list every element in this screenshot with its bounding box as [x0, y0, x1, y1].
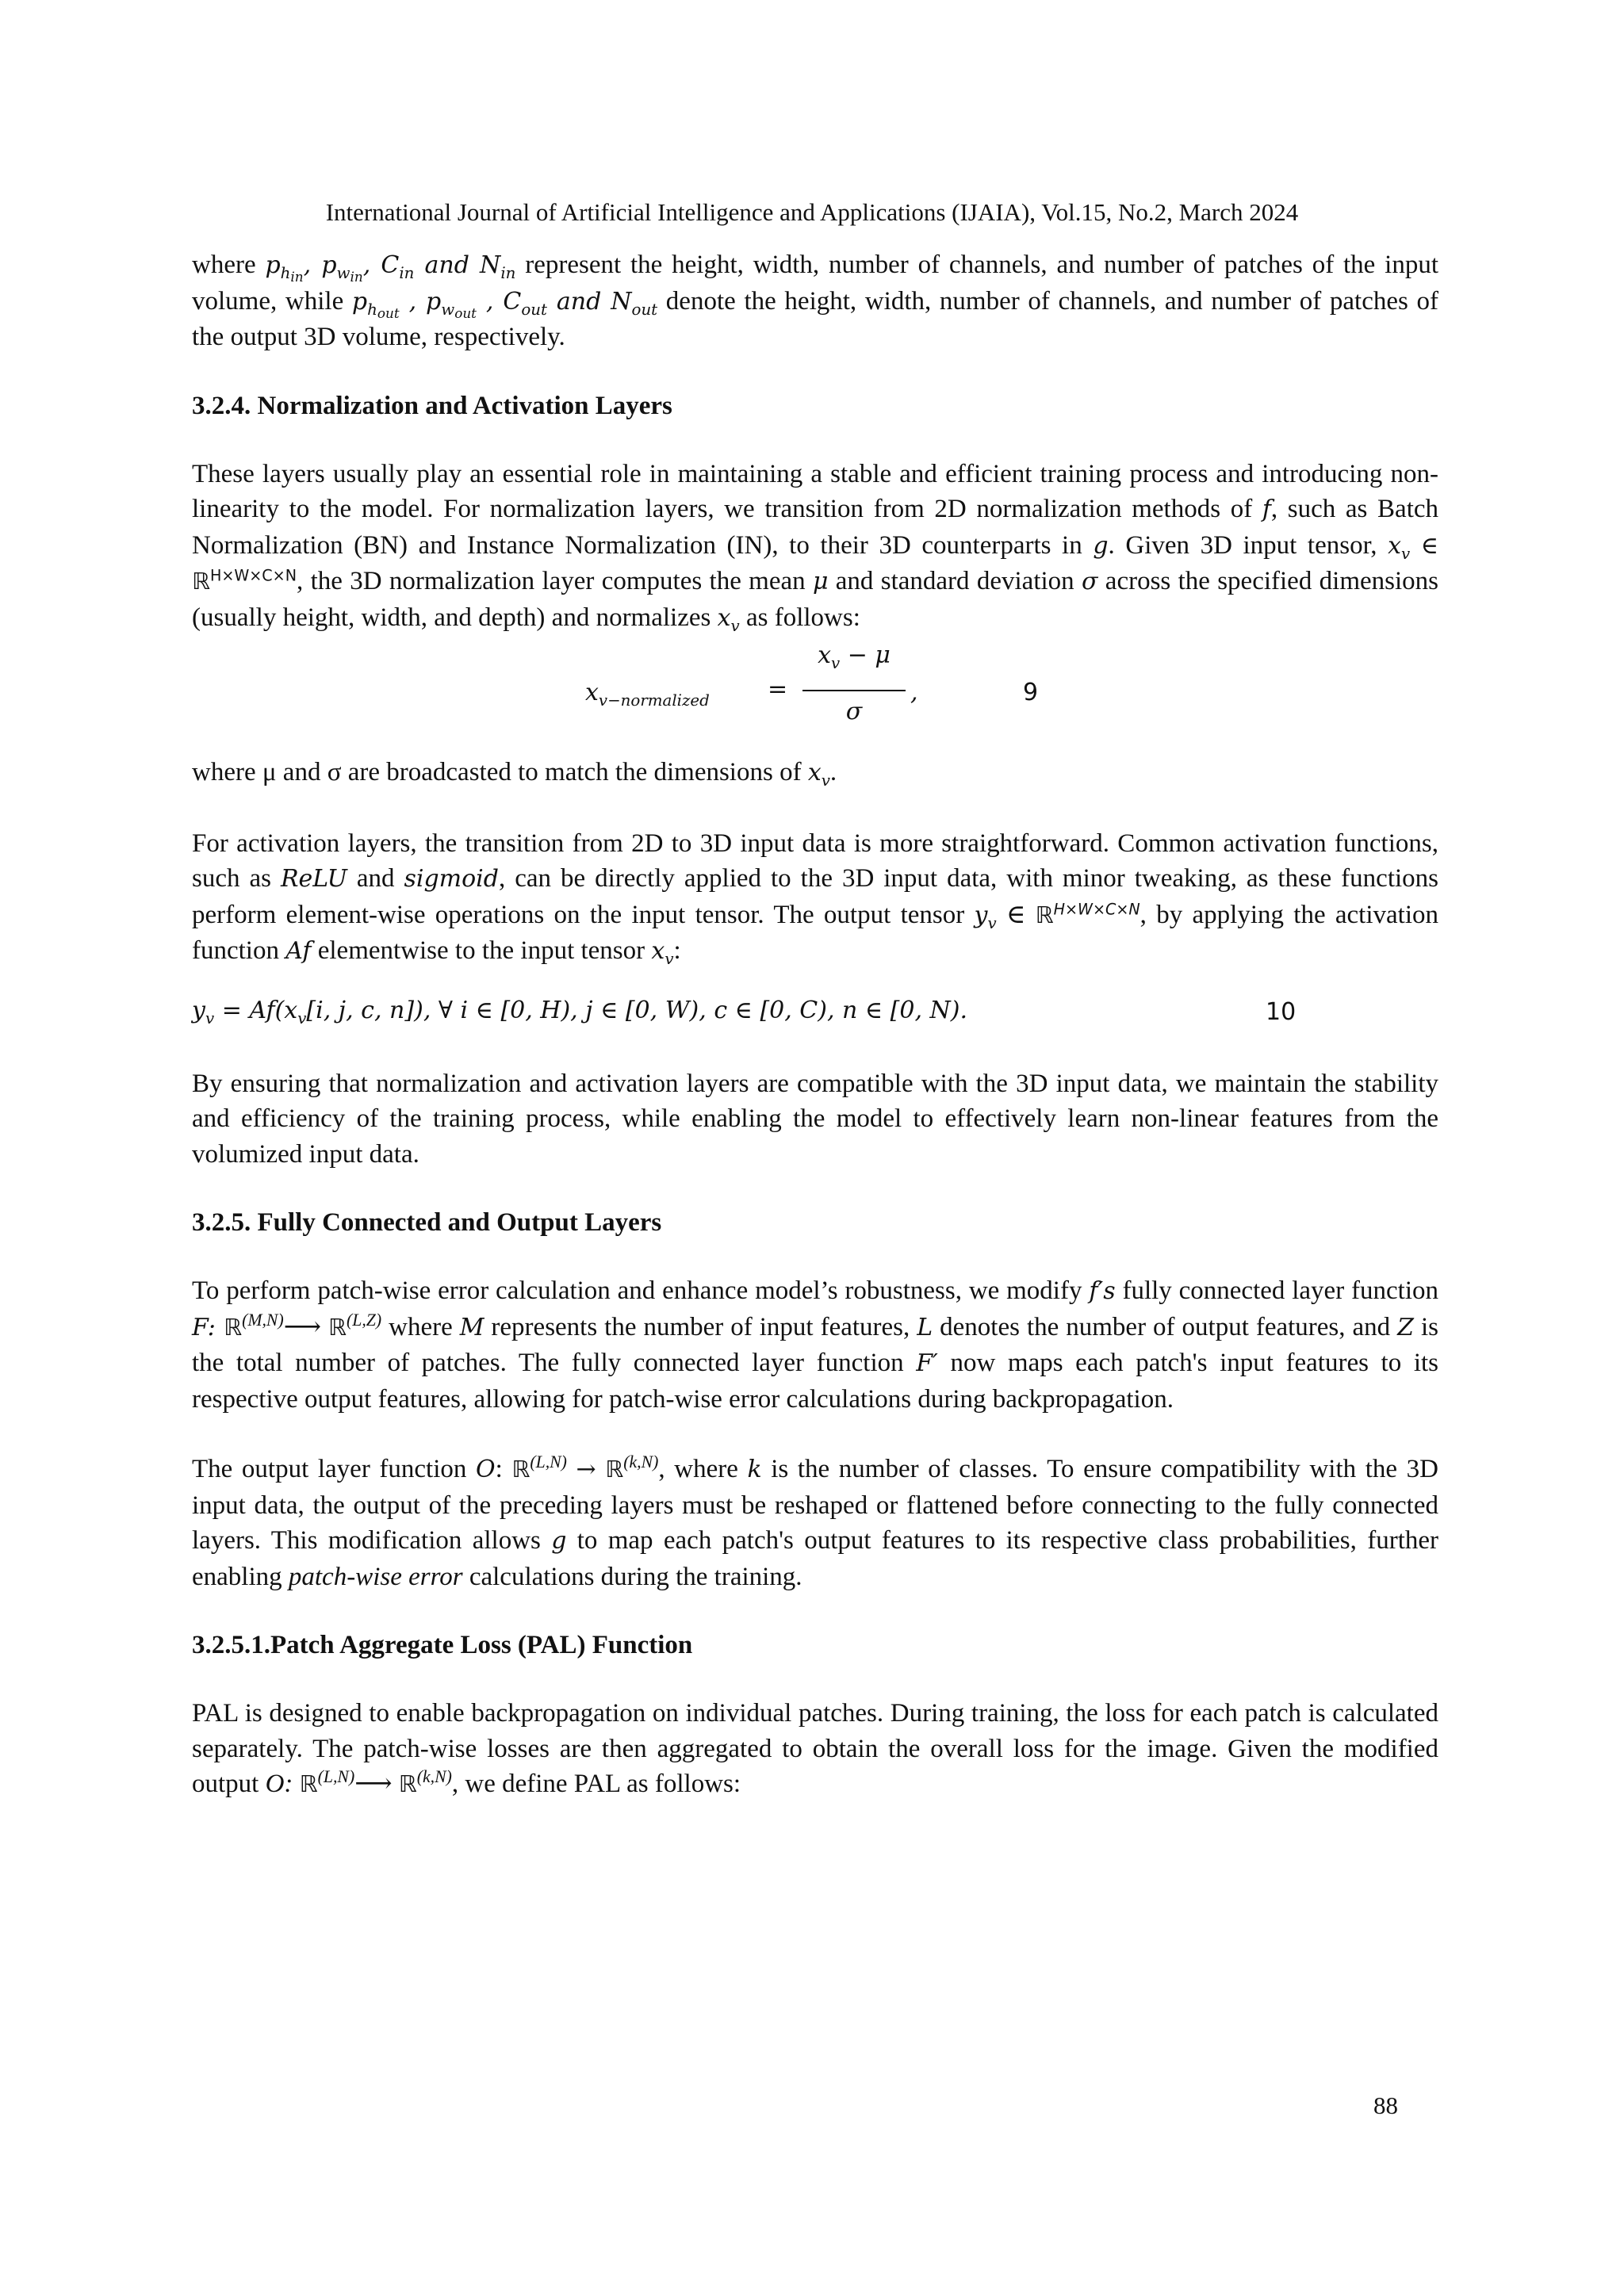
paragraph-where: where $p_{h_{in}}$, $p_{w_{in}}$, $C_{in}$ and $N_{in}$ represent the height, width, number of channels, and number of patches of the input volume, while $p_{h_{out}}$ , $p_{w_{out}}$ , $C_{out}$ and $N_{out}$ denote the height, width, number of channels, and number of patches of the output 3D volume, respectively. [192, 251, 1439, 351]
equation-10: $y_v = Af(x_v[i$, j, c, n]), ∀ i ∈ [0, H), j ∈ [0, W), c ∈ [0, C), n ∈ [0, N). 10 [192, 996, 1297, 1027]
paragraph-activation: For activation layers, the transition from 2D to 3D input data is more straightforward. Common activation functions, such as ReLU and sigmoid, can be directly applied to the 3D input data, with minor tweaking, as these functions perform element-wise operations on the input tensor. The output tensor $y_v$ ∈ ℝ$^{H\times W\times C\times N}$, by applying the activation function Af elementwise to the input tensor $x_v$: [192, 828, 1438, 968]
paragraph-pal: PAL is designed to enable backpropagation on individual patches. During training, the loss for each patch is calculated separately. The patch-wise losses are then aggregated to obtain the overall loss for the image. Given the modified output O: ℝ$^{(L,N)}$⟶ ℝ$^{(k,N)}$, we define PAL as follows: [192, 1699, 1438, 1798]
page-number: 88 [1373, 2091, 1398, 2119]
paragraph-ensuring: By ensuring that normalization and activation layers are compatible with the 3D input data, we maintain the stability and efficiency of the training process, while enabling the model to effectively learn non-linear features from the volumized input data. [192, 1069, 1438, 1169]
paragraph-broadcast: where μ and σ are broadcasted to match the dimensions of $x_v$. [192, 758, 837, 790]
section-heading-3-2-4: 3.2.4. Normalization and Activation Layers [192, 391, 672, 420]
paragraph-fully-connected: To perform patch-wise error calculation and enhance model’s robustness, we modify f′s fully connected layer function F: ℝ$^{(M,N)}$⟶ ℝ$^{(L,Z)}$ where M represents the number of input features, L denotes the number of output features, and Z is the total number of patches. The fully connected layer function F′ now maps each patch's input features to its respective output features, allowing for patch-wise error calculations during backpropagation. [192, 1276, 1439, 1414]
equation-number-9: 9 [1023, 679, 1039, 706]
running-header: International Journal of Artificial Intelligence and Applications (IJAIA), Vol.15, No.2, March 2024 [325, 198, 1299, 226]
section-heading-3-2-5: 3.2.5. Fully Connected and Output Layers [192, 1208, 662, 1237]
section-heading-3-2-5-1: 3.2.5.1.Patch Aggregate Loss (PAL) Function [192, 1631, 693, 1659]
equation-9: $x_{v-normalized}$ = $x_v - \mu$ σ , 9 [585, 641, 1039, 725]
paragraph-output-layer: The output layer function O: ℝ$^{(L,N)}$ → ℝ$^{(k,N)}$, where k is the number of classes. To ensure compatibility with the 3D input data, the output of the preceding layers must be reshaped or flattened before connecting to the fully connected layers. This modification allows g to map each patch's output features to its respective class probabilities, further enabling patch-wise error calculations during the training. [192, 1452, 1438, 1591]
paragraph-normalization: These layers usually play an essential role in maintaining a stable and efficient training process and introducing non-linearity to the model. For normalization layers, we transition from 2D normalization methods of f, such as Batch Normalization (BN) and Instance Normalization (IN), to their 3D counterparts in g. Given 3D input tensor, $x_v$ ∈ ℝ$^{H\times W\times C\times N}$, the 3D normalization layer computes the mean μ and standard deviation σ across the specified dimensions (usually height, width, and depth) and normalizes $x_v$ as follows: [192, 459, 1439, 635]
equation-number-10: 10 [1266, 997, 1297, 1026]
page-content [192, 247, 1438, 1802]
